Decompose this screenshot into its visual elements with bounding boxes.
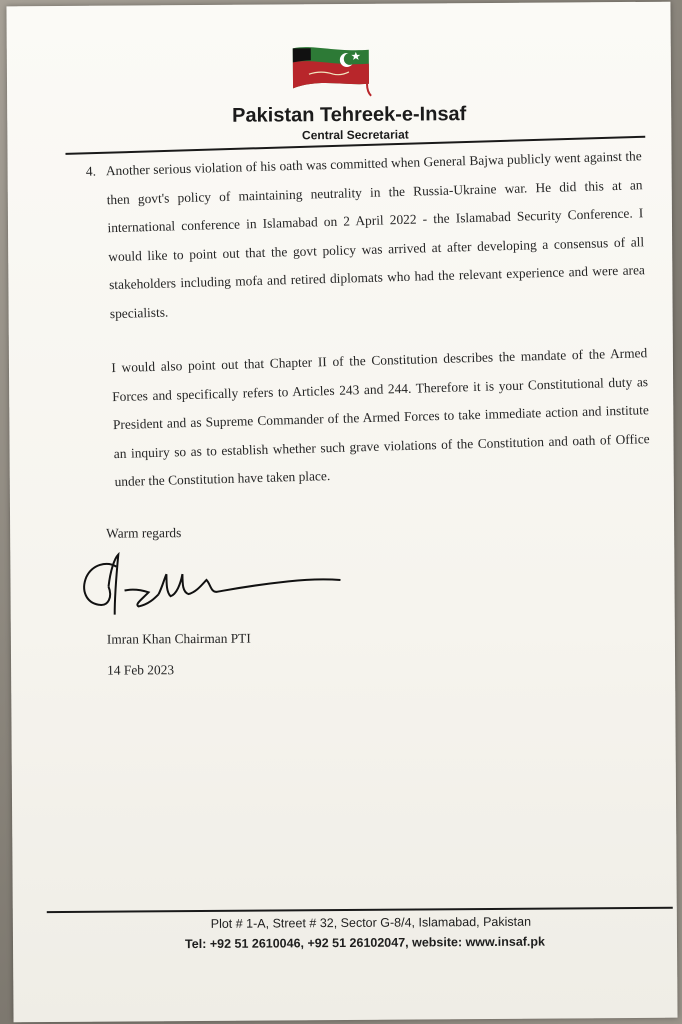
department-name: Central Secretariat [301,127,409,143]
letter-date: 14 Feb 2023 [107,662,175,678]
letter-page [6,2,677,1023]
signature-icon [78,539,349,631]
numbered-point [86,142,647,328]
footer-address: Plot # 1-A, Street # 32, Sector G-8/4, Islamabad, Pakistan [210,914,532,931]
signatory-name: Imran Khan Chairman PTI [106,630,251,647]
organization-name: Pakistan Tehreek-e-Insaf [232,103,467,127]
pti-flag-icon [289,44,373,99]
point-text: Another serious violation of his oath was committed when General Bajwa publicly went against the then govt's policy of maintaining neutrality in the Russia-Ukraine war. He did this at an international conference in Islamabad on 2 April 2022 - the Islamabad Security Conference. I would like to point out that the govt policy was arrived at after developing a consensus of all stakeholders including mofa and retired diplomats who had the relevant experience and were area specialists. [105,148,646,321]
footer-contact: Tel: +92 51 2610046, +92 51 26102047, website: www.insaf.pk [184,934,546,952]
footer-divider [47,907,673,913]
letter-body [86,142,651,497]
point-number: 4. [85,163,97,179]
closing-salutation: Warm regards [106,525,182,541]
body-paragraph: I would also point out that Chapter II of the Constitution describes the mandate of the Armed Forces and specifically refers to Articles 243 and 244. Therefore it is your Constitutional duty as President and as Supreme Commander of the Armed Forces to take immediate action and institute an inquiry so as to establish whether such grave violations of the Constitution and oath of Office under the Constitution have taken place. [111,345,650,490]
